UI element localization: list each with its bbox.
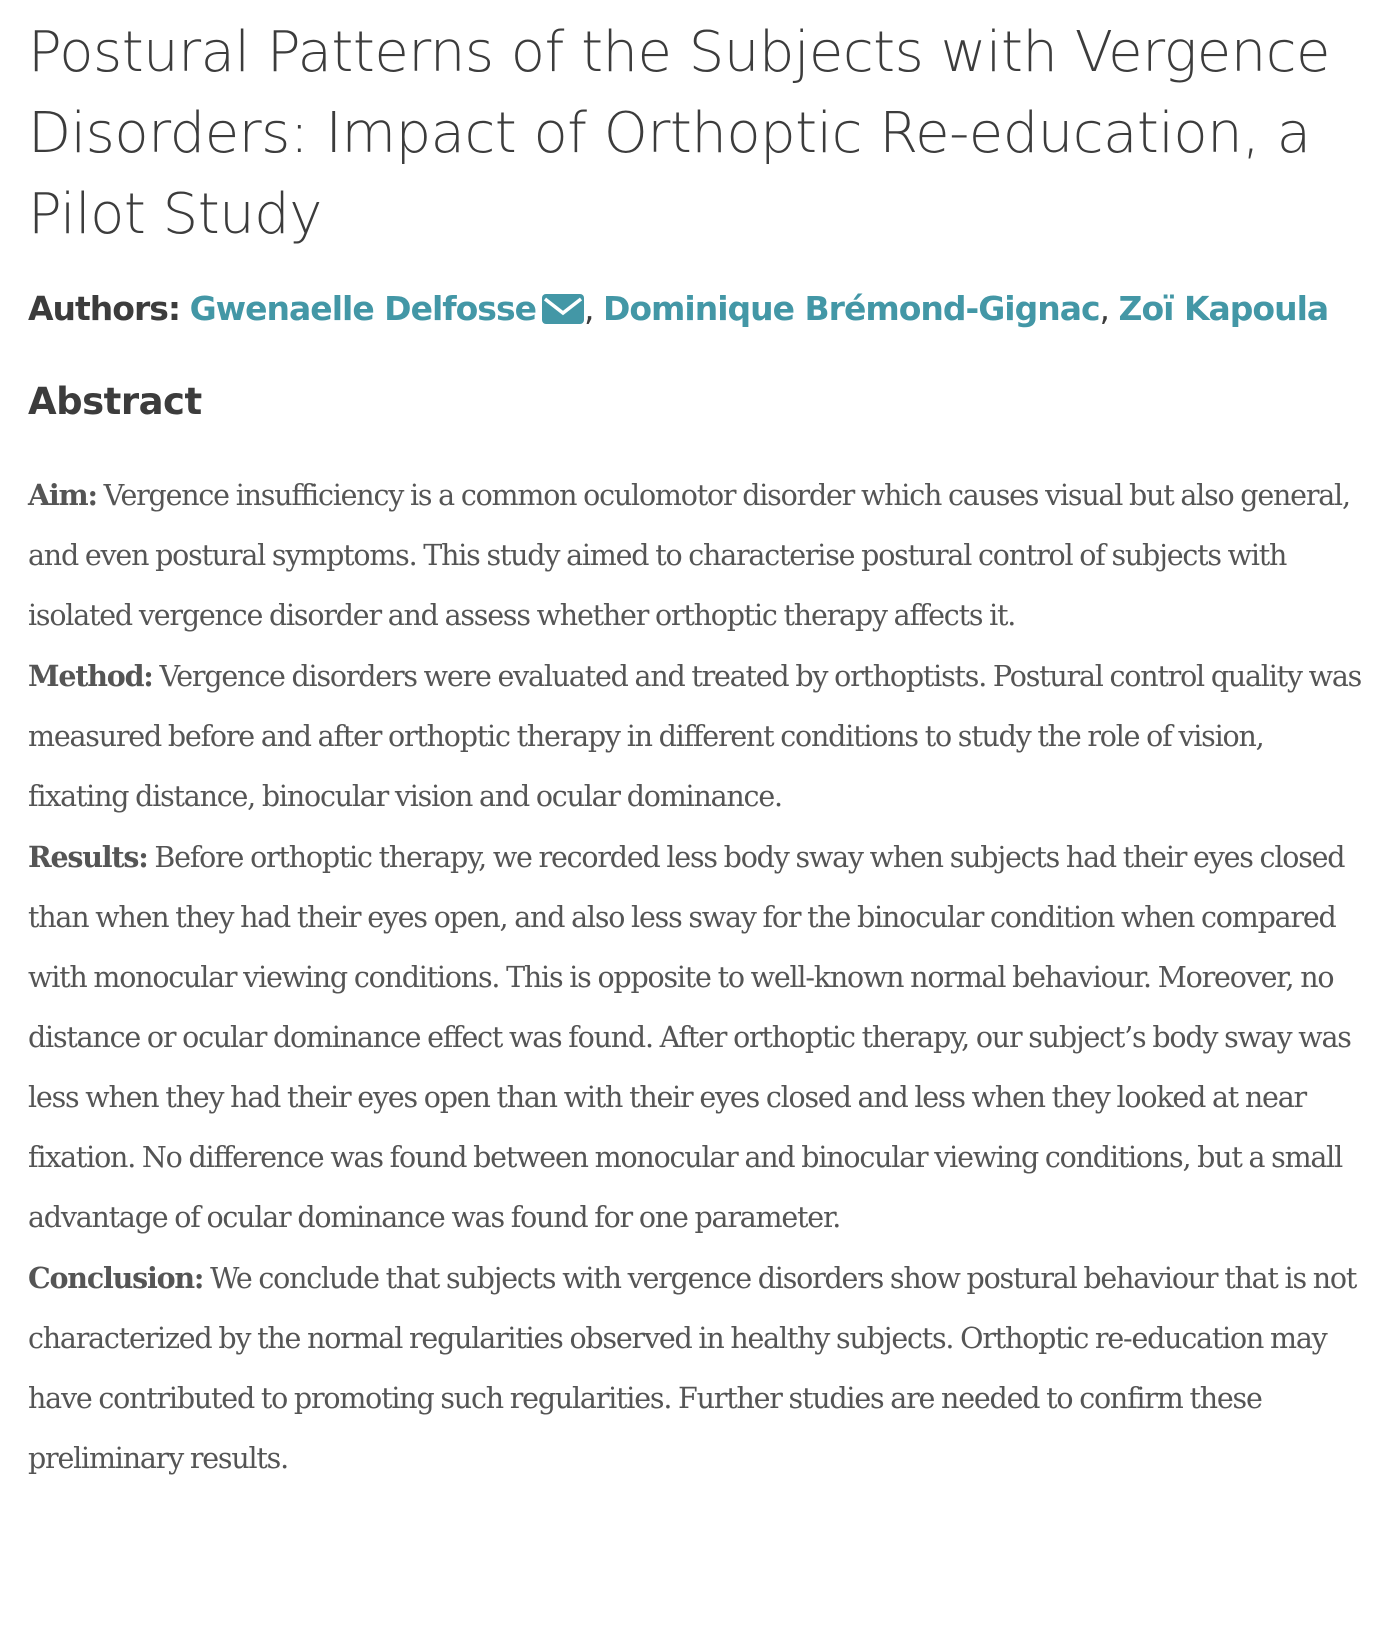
authors-label: Authors: — [28, 289, 181, 328]
section-label: Conclusion: — [28, 1261, 204, 1295]
author-link-bremond-gignac[interactable]: Dominique Brémond-Gignac — [602, 289, 1100, 328]
abstract-method — [28, 646, 1362, 827]
section-label: Results: — [28, 840, 148, 874]
authors-line — [28, 289, 1362, 332]
abstract-aim — [28, 465, 1362, 646]
abstract-results — [28, 827, 1362, 1248]
envelope-icon[interactable] — [542, 293, 584, 332]
abstract-heading: Abstract — [28, 380, 202, 423]
section-label: Aim: — [28, 478, 97, 512]
section-text: We conclude that subjects with vergence disorders show postural behaviour that is not characterized by the normal regularities observed in healthy subjects. Orthoptic re-education may have contributed to promoting such regularities. Further studies are needed to confirm these preliminary results. — [28, 1262, 1357, 1475]
author-link-kapoula[interactable]: Zoï Kapoula — [1118, 289, 1329, 328]
author-link-delfosse[interactable]: Gwenaelle Delfosse — [189, 289, 536, 328]
author-separator: , — [583, 289, 594, 328]
section-text: Vergence disorders were evaluated and treated by orthoptists. Postural control quality was measured before and after orthoptic therapy in different conditions to study the role of vision, fixating distance, binocular vision and ocular dominance. — [28, 660, 1362, 813]
section-text: Before orthoptic therapy, we recorded less body sway when subjects had their eyes closed than when they had their eyes open, and also less sway for the binocular condition when compared with monocular viewing conditions. This is opposite to well-known normal behaviour. Moreover, no distance or ocular dominance effect was found. After orthoptic therapy, our subject’s body sway was less when they had their eyes open than with their eyes closed and less when they looked at near fixation. No difference was found between monocular and binocular viewing conditions, but a small advantage of ocular dominance was found for one parameter. — [28, 841, 1351, 1234]
section-text: Vergence insufficiency is a common oculomotor disorder which causes visual but also general, and even postural symptoms. This study aimed to characterise postural control of subjects with isolated vergence disorder and assess whether orthoptic therapy affects it. — [28, 479, 1350, 632]
author-separator: , — [1099, 289, 1110, 328]
article-title: Postural Patterns of the Subjects with Vergence Disorders: Impact of Orthoptic Re-education, a Pilot Study — [28, 20, 1330, 247]
section-label: Method: — [28, 659, 153, 693]
abstract-body — [28, 465, 1362, 1489]
abstract-conclusion — [28, 1248, 1362, 1489]
